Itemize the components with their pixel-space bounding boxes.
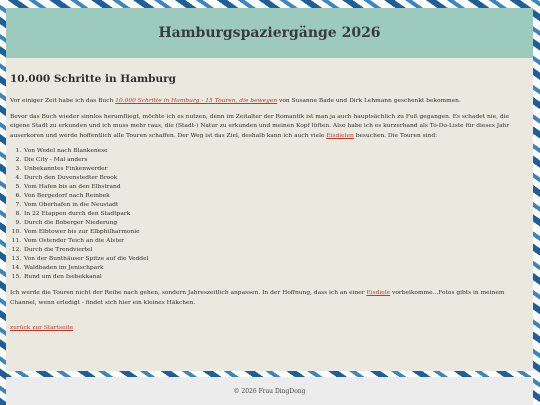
back-to-home-link[interactable]: zurück zur Startseite: [10, 325, 74, 331]
tour-item: 6. Von Bergedorf nach Reinbek: [23, 192, 529, 201]
tour-item: 11. Vom Ostender Teich an die Alster: [23, 237, 529, 246]
intro-text-end: von Susanne Bade und Dirk Lehmann geschenkt bekommen.: [277, 98, 461, 104]
intro-paragraph: [10, 97, 529, 107]
tour-item: 2. Die City - Mal anders: [23, 156, 529, 165]
tour-item: 8. In 22 Etappen durch den Stadtpark: [23, 210, 529, 219]
site-footer: [6, 377, 533, 405]
plan-text-end: besuchen. Die Touren sind:: [353, 132, 438, 139]
tour-item: 12. Durch die Trendviertel: [23, 246, 529, 255]
plan-paragraph: [10, 113, 529, 142]
tour-item: 10. Vom Elbtower bis zur Elbphilharmonie: [23, 228, 529, 237]
tour-item: 1. Von Wedel nach Blankenese: [23, 147, 529, 156]
closing-text-start: Ich werde die Touren nicht der Reihe nach gehen, sondern Jahreszeitlich anpassen. In der Hoffnung, dass ich an einer: [10, 290, 367, 296]
tour-item: 9. Durch die Boberger Niederung: [23, 219, 529, 228]
intro-text-start: Vor einiger Zeit habe ich das Buch: [10, 98, 116, 104]
tour-item: 7. Vom Oberhafen in die Neustadt: [23, 201, 529, 210]
closing-text-end: vorbeikomme...Fotos gibts in meinem Channel, wenn erledigt - findet sich hier ein kleines Häkchen.: [10, 290, 505, 306]
copyright-text: © 2026 Frau DingDong: [233, 387, 306, 395]
tour-item: 15. Rund um den Isebekkanal: [23, 273, 529, 282]
eisdiele-link[interactable]: Eisdiele: [366, 290, 391, 296]
tour-item: 14. Waldbaden im Jenischpark: [23, 264, 529, 273]
article-heading: 10.000 Schritte in Hamburg: [10, 73, 176, 85]
eisdielen-link[interactable]: Eisdielen: [326, 132, 354, 139]
site-header: [6, 8, 533, 58]
tour-item: 5. Vom Hafen bis an den Elbstrand: [23, 183, 529, 192]
closing-paragraph: [10, 289, 529, 308]
main-content: [6, 58, 533, 371]
site-title: Hamburgspaziergänge 2026: [158, 25, 381, 41]
tour-item: 4. Durch den Duvenstedter Brook: [23, 174, 529, 183]
tour-item: 13. Von der Bunthäuser Spitze auf die Veddel: [23, 255, 529, 264]
tour-item: 3. Unbekanntes Finkenwerder: [23, 165, 529, 174]
plan-text-start: Bevor das Buch wieder sinnlos herumfliegt, möchte ich es nutzen, denn im Zeitalter der Romantik ist man ja auch hauptsächlich zu Fuß gegangen. Es schadet nie, die eigene Stadt zu erkunden und ich muss mehr raus, die (Stadt-) Natur zu erkunden und meinen Kopf lüften. Also habe ich es kurzerhand als To-Do-Liste für dieses Jahr auserkoren und werde hoffentlich alle Touren schaffen. Der Weg ist das Ziel, deshalb kann ich auch viele: [10, 113, 510, 139]
tour-list: [10, 147, 529, 282]
book-link[interactable]: 10.000 Schritte in Hamburg - 15 Touren, die bewegen: [115, 98, 278, 104]
